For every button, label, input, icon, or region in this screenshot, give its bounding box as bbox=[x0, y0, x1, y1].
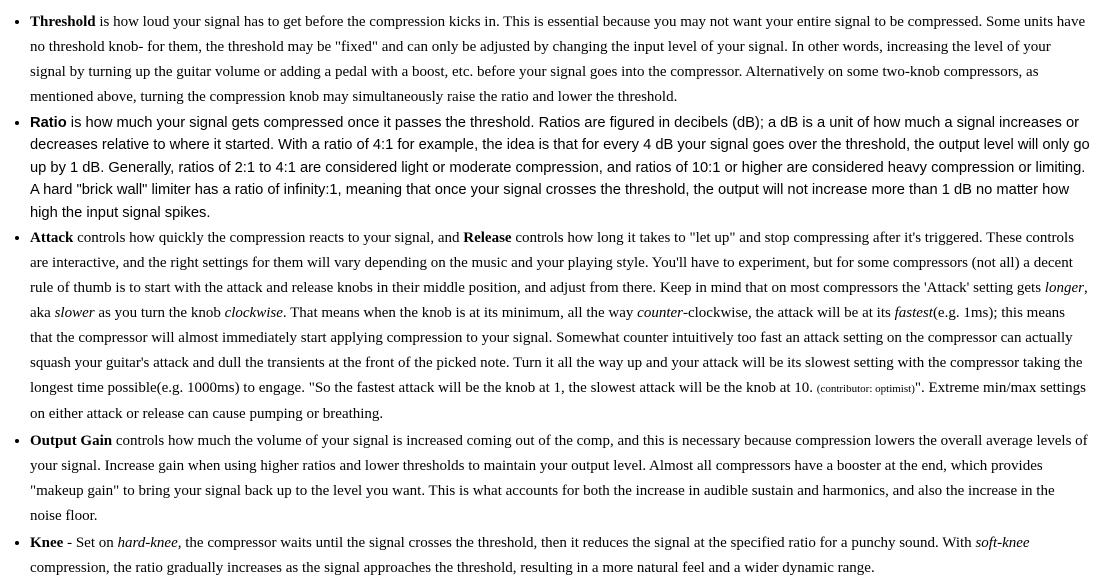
list-item-threshold: • Threshold is how loud your signal has to get before the compression kicks in. This is essential because you may not want your entire signal to be compressed. Some units have no threshold knob- for them, the threshold may be "fixed" and can only be adjusted by changing the input level of your signal. In other words, increasing the level of your signal by turning up the guitar volume or adding a pedal with a boost, etc. before your signal goes into the compressor. Alternatively on some two-knob compressors, as mentioned above, turning the compression knob may simultaneously raise the ratio and lower the threshold. bbox=[30, 10, 1090, 110]
list-item-ratio: • Ratio is how much your signal gets compressed once it passes the threshold. Ratios are figured in decibels (dB); a dB is a unit of how much a signal increases or decreases relative to where it started. With a ratio of 4:1 for example, the idea is that for every 4 dB your signal goes over the threshold, the output level will only go up by 1 dB. Generally, ratios of 2:1 to 4:1 are considered light or moderate compression, and ratios of 10:1 or higher are considered heavy compression or limiting. A hard "brick wall" limiter has a ratio of infinity:1, meaning that once your signal crosses the threshold, the output will not increase more than 1 dB no matter how high the input signal spikes. bbox=[30, 112, 1090, 224]
list-item-output-gain: • Output Gain controls how much the volume of your signal is increased coming out of the comp, and this is necessary because compression lowers the overall average levels of your signal. Increase gain when using higher ratios and lower thresholds to maintain your output level. Almost all compressors have a booster at the end, which provides "makeup gain" to bring your signal back up to the level you want. This is what accounts for both the increase in audible sustain and harmonics, and also the increase in the noise floor. bbox=[30, 429, 1090, 529]
list-item-knee: • Knee - Set on hard-knee, the compressor waits until the signal crosses the threshold, then it reduces the signal at the specified ratio for a punchy sound. With soft-knee compression, the ratio gradually increases as the signal approaches the threshold, resulting in a more natural feel and a wider dynamic range. bbox=[30, 531, 1090, 581]
list-item-attack-release: • Attack controls how quickly the compression reacts to your signal, and Release controls how long it takes to "let up" and stop compressing after it's triggered. These controls are interactive, and the right settings for them will vary depending on the music and your playing style. You'll have to experiment, but for some compressors (not all) a decent rule of thumb is to start with the attack and release knobs in their middle position, and adjust from there. Keep in mind that on most compressors the 'Attack' setting gets longer, aka slower as you turn the knob clockwise. That means when the knob is at its minimum, all the way counter-clockwise, the attack will be at its fastest(e.g. 1ms); this means that the compressor will almost immediately start applying compression to your signal. Somewhat counter intuitively too fast an attack setting on the compressor can actually squash your guitar's attack and dull the transients at the front of the picked note. Turn it all the way up and your attack will be its slowest setting with the compressor taking the longest time possible(e.g. 1000ms) to engage. "So the fastest attack will be the knob at 1, the slowest attack will be the knob at 10. (contributor: optimist)". Extreme min/max settings on either attack or release can cause pumping or breathing. bbox=[30, 226, 1090, 427]
